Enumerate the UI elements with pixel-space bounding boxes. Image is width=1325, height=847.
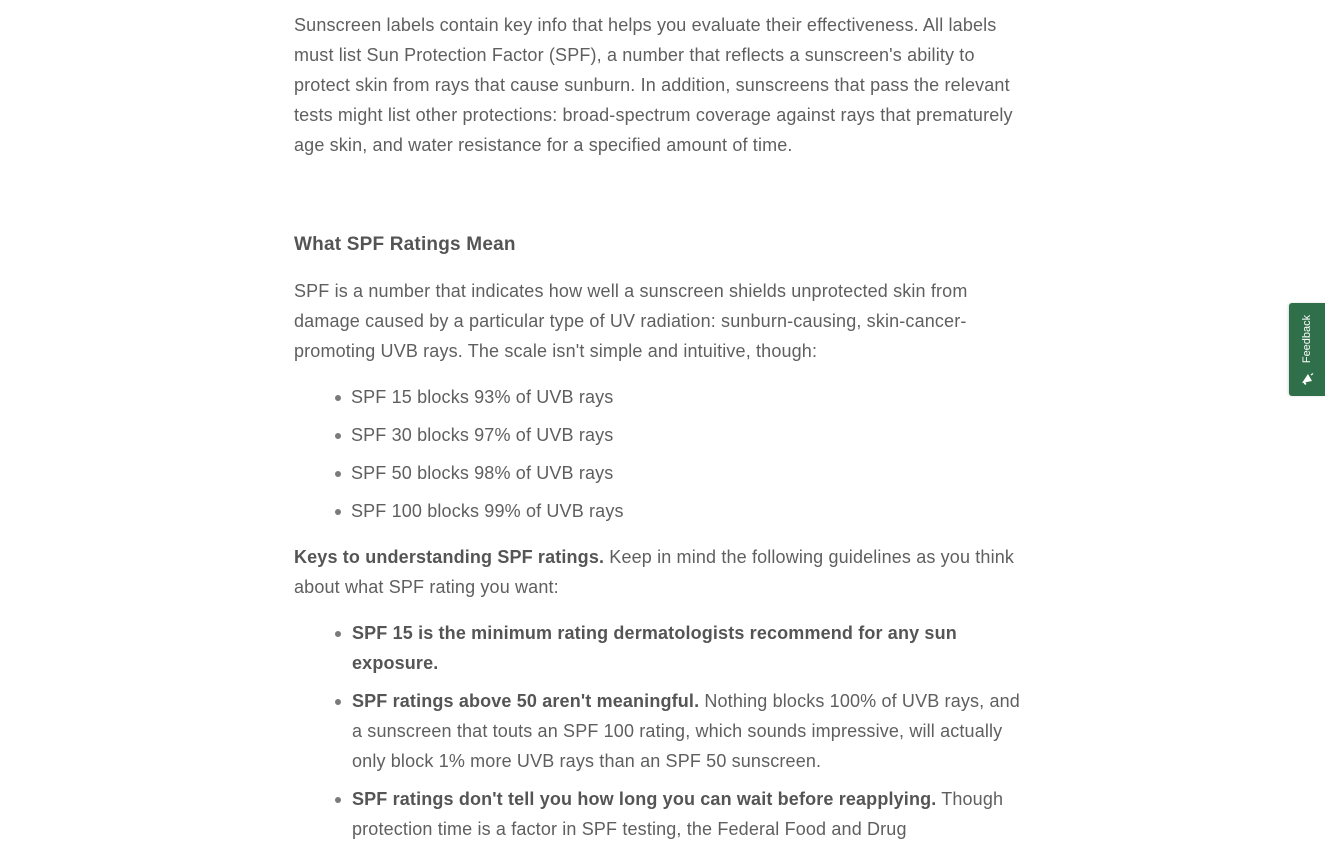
feedback-label: Feedback	[1301, 314, 1313, 364]
list-item	[294, 618, 1030, 678]
feedback-button[interactable]	[1289, 303, 1325, 396]
megaphone-icon	[1300, 372, 1314, 386]
bullet-icon	[335, 433, 341, 439]
bullet-icon	[335, 797, 341, 803]
list-item	[294, 784, 1030, 844]
section-heading: What SPF Ratings Mean	[294, 234, 516, 255]
list-item: SPF 50 blocks 98% of UVB rays	[294, 458, 1030, 488]
keys-text: Keep in mind the following guidelines as you think about what SPF rating you want:	[294, 547, 1015, 597]
guideline-lead: SPF ratings above 50 aren't meaningful.	[352, 691, 700, 711]
list-item	[294, 686, 1030, 776]
keys-paragraph	[294, 542, 1030, 602]
intro-paragraph: Sunscreen labels contain key info that helps you evaluate their effectiveness. All labels must list Sun Protection Factor (SPF), a number that reflects a sunscreen's ability to protect skin from rays that cause sunburn. In addition, sunscreens that pass the relevant tests might list other protections: broad-spectrum coverage against rays that prematurely age skin, and water resistance for a specified amount of time.	[294, 15, 1013, 155]
guideline-lead: SPF ratings don't tell you how long you can wait before reapplying.	[352, 789, 937, 809]
bullet-icon	[335, 631, 341, 637]
guideline-text: Nothing blocks 100% of UVB rays, and a sunscreen that touts an SPF 100 rating, which sounds impressive, will actually only block 1% more UVB rays than an SPF 50 sunscreen.	[352, 691, 1020, 771]
list-item: SPF 100 blocks 99% of UVB rays	[294, 496, 1030, 526]
guideline-lead: SPF 15 is the minimum rating dermatologists recommend for any sun exposure.	[352, 623, 957, 673]
keys-lead: Keys to understanding SPF ratings.	[294, 547, 605, 567]
guidelines-list	[294, 618, 1030, 844]
list-item: SPF 30 blocks 97% of UVB rays	[294, 420, 1030, 450]
guideline-text: Though protection time is a factor in SPF testing, the Federal Food and Drug	[352, 789, 1004, 839]
article-body	[294, 10, 1030, 847]
bullet-icon	[335, 395, 341, 401]
bullet-icon	[335, 699, 341, 705]
list-item: SPF 15 blocks 93% of UVB rays	[294, 382, 1030, 412]
spf-paragraph: SPF is a number that indicates how well a sunscreen shields unprotected skin from damage caused by a particular type of UV radiation: sunburn-causing, skin-cancer-promoting UVB rays. The scale isn't simple and intuitive, though:	[294, 281, 968, 361]
bullet-icon	[335, 471, 341, 477]
bullet-icon	[335, 509, 341, 515]
spf-ratings-list	[294, 382, 1030, 526]
